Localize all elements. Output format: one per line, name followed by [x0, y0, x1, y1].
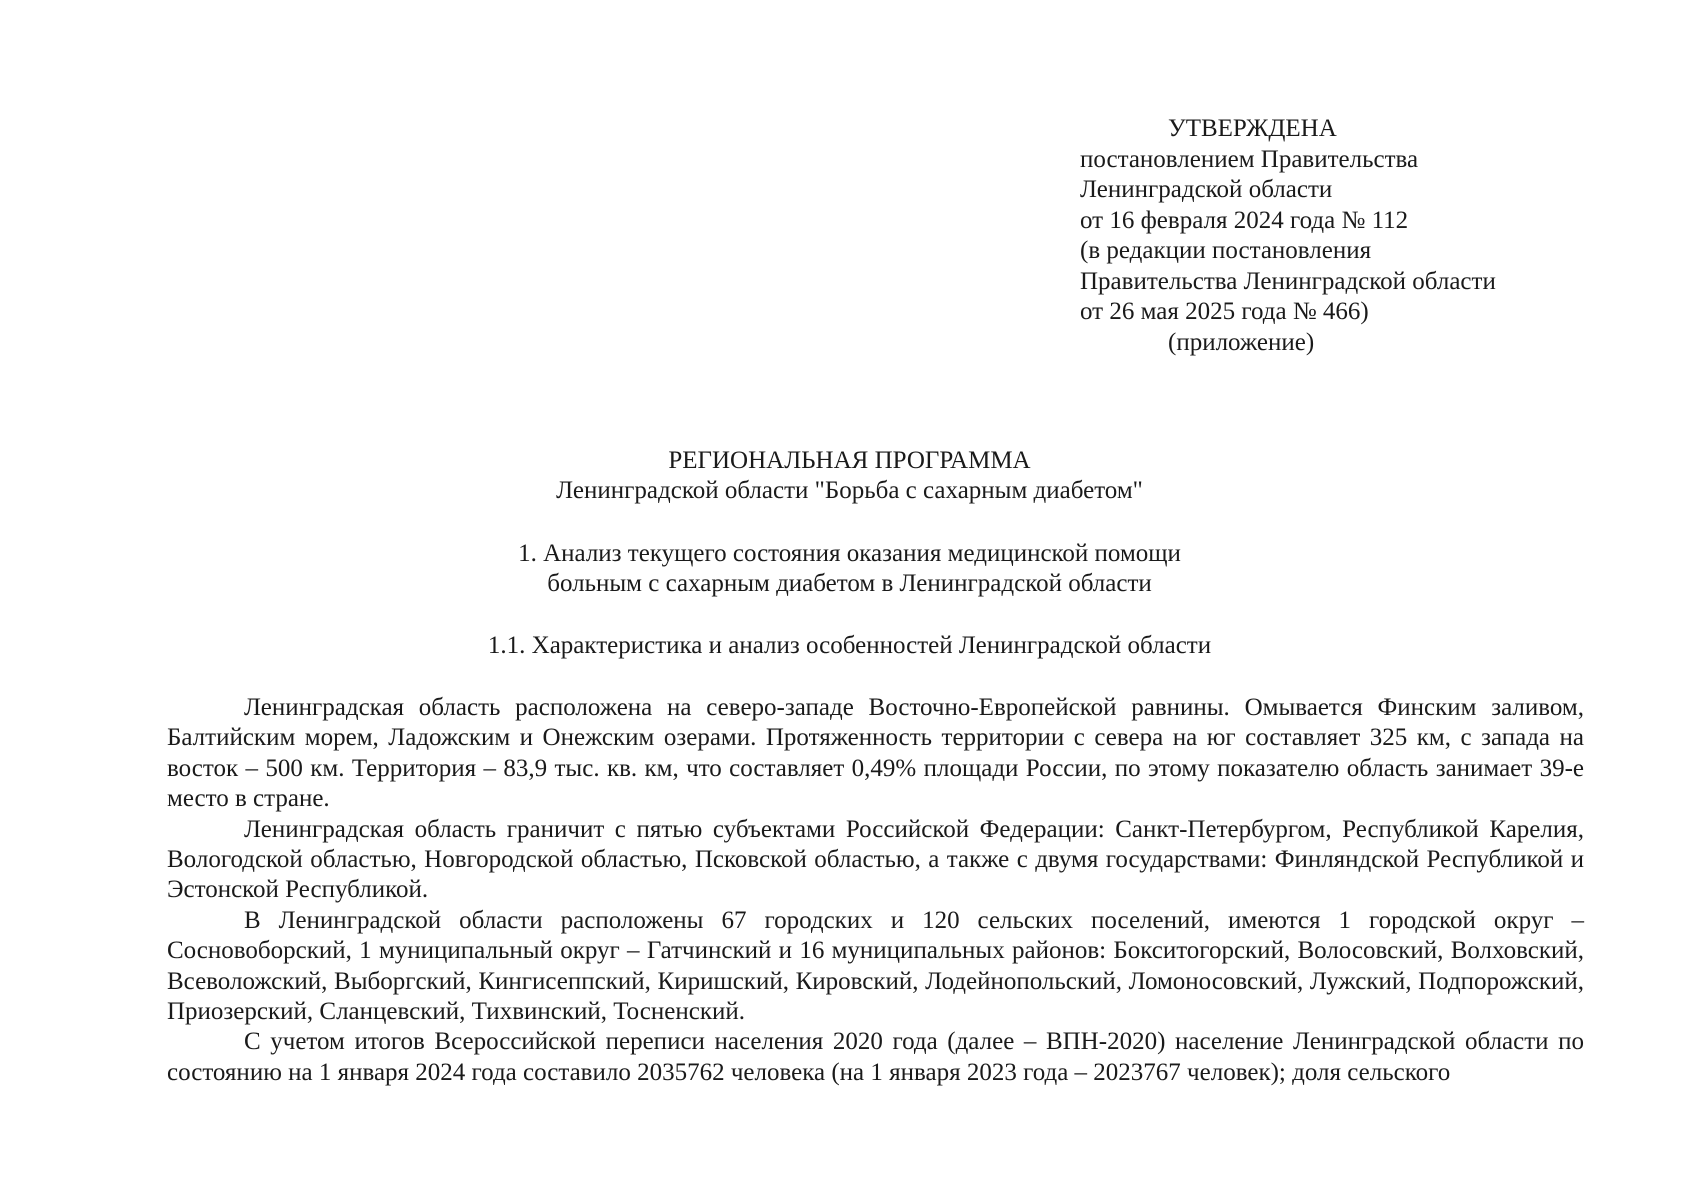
section-heading-line: больным с сахарным диабетом в Ленинградской области	[547, 570, 1152, 597]
program-title: РЕГИОНАЛЬНАЯ ПРОГРАММА	[668, 447, 1031, 474]
approval-stamp-block	[1080, 114, 1600, 358]
program-subtitle: Ленинградской области "Борьба с сахарным диабетом"	[556, 477, 1143, 504]
approval-line: Ленинградской области	[1080, 176, 1333, 203]
approval-heading: УТВЕРЖДЕНА	[1168, 115, 1337, 142]
body-paragraph: Ленинградская область расположена на северо-западе Восточно-Европейской равнины. Омывается Финским заливом, Балтийским морем, Ладожским и Онежским озерами. Протяженность территории с севера на юг составляет 325 км, с запада на восток – 500 км. Территория – 83,9 тыс. кв. км, что составляет 0,49% площади России, по этому показателю область занимает 39-е место в стране.	[167, 694, 1584, 813]
approval-appendix: (приложение)	[1168, 328, 1315, 356]
body-text	[167, 693, 1584, 1088]
body-paragraph: С учетом итогов Всероссийской переписи населения 2020 года (далее – ВПН-2020) население Ленинградской области по состоянию на 1 января 2024 года составило 2035762 человека (на 1 января 2023 года – 2023767 человек); доля сельского	[167, 1028, 1584, 1086]
program-title-block	[0, 446, 1699, 506]
section-heading-line: 1. Анализ текущего состояния оказания медицинской помощи	[518, 540, 1181, 567]
approval-line: Правительства Ленинградской области	[1080, 267, 1496, 295]
body-paragraph: Ленинградская область граничит с пятью субъектами Российской Федерации: Санкт-Петербургом, Республикой Карелия, Вологодской областью, Новгородской областью, Псковской областью, а также с двумя государствами: Финляндской Республикой и Эстонской Республикой.	[167, 815, 1584, 904]
body-paragraph: В Ленинградской области расположены 67 городских и 120 сельских поселений, имеются 1 городской округ – Сосновоборский, 1 муниципальный округ – Гатчинский и 16 муниципальных районов: Бокситогорский, Волосовский, Волховский, Всеволожский, Выборгский, Кингисеппский, Киришский, Кировский, Лодейнопольский, Ломоносовский, Лужский, Подпорожский, Приозерский, Сланцевский, Тихвинский, Тосненский.	[167, 906, 1584, 1026]
approval-line: от 26 мая 2025 года № 466)	[1080, 298, 1369, 325]
approval-line: (в редакции постановления	[1080, 237, 1372, 264]
subsection-title: 1.1. Характеристика и анализ особенностей Ленинградской области	[487, 632, 1212, 659]
approval-line: от 16 февраля 2024 года № 112	[1080, 206, 1409, 234]
approval-line: постановлением Правительства	[1080, 145, 1419, 173]
section-heading	[0, 539, 1699, 599]
subsection-heading	[0, 631, 1699, 661]
